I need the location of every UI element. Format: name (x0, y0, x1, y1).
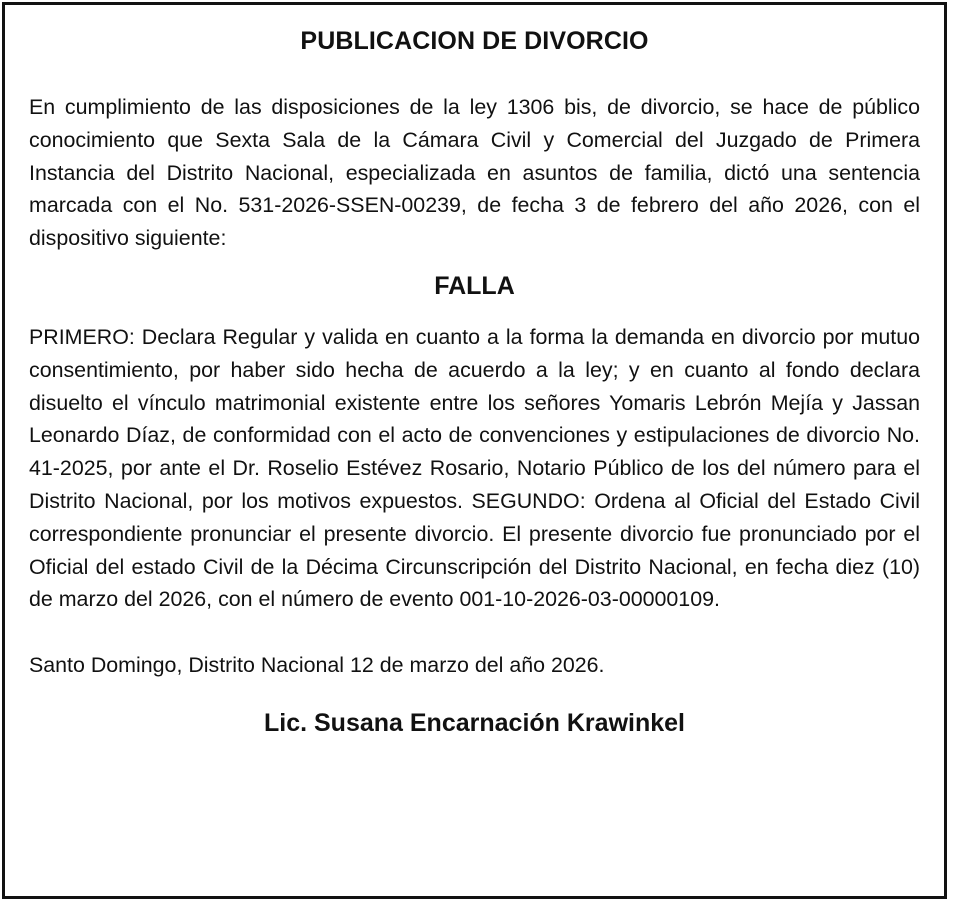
notice-content (29, 21, 920, 743)
notice-frame (2, 2, 947, 899)
intro-paragraph: En cumplimiento de las disposiciones de la ley 1306 bis, de divorcio, se hace de público conocimiento que Sexta Sala de la Cámara Civil y Comercial del Juzgado de Primera Instancia del Distrito Nacional, especializada en asuntos de familia, dictó una sentencia marcada con el No. 531-2026-SSEN-00239, de fecha 3 de febrero del año 2026, con el dispositivo siguiente: (29, 95, 920, 251)
ruling-paragraph: PRIMERO: Declara Regular y valida en cuanto a la forma la demanda en divorcio por mutuo consentimiento, por haber sido hecha de acuerdo a la ley; y en cuanto al fondo declara disuelto el vínculo matrimonial existente entre los señores Yomaris Lebrón Mejía y Jassan Leonardo Díaz, de conformidad con el acto de convenciones y estipulaciones de divorcio No. 41-2025, por ante el Dr. Roselio Estévez Rosario, Notario Público de los del número para el Distrito Nacional, por los motivos expuestos. SEGUNDO: Ordena al Oficial del Estado Civil correspondiente pronunciar el presente divorcio. El presente divorcio fue pronunciado por el Oficial del estado Civil de la Décima Circunscripción del Distrito Nacional, en fecha diez (10) de marzo del 2026, con el número de evento 001-10-2026-03-00000109. (29, 324, 920, 612)
signature-name: Lic. Susana Encarnación Krawinkel (264, 709, 685, 738)
section-heading: FALLA (434, 271, 515, 300)
place-date-line: Santo Domingo, Distrito Nacional 12 de marzo del año 2026. (29, 653, 605, 678)
notice-title: PUBLICACION DE DIVORCIO (300, 27, 649, 55)
